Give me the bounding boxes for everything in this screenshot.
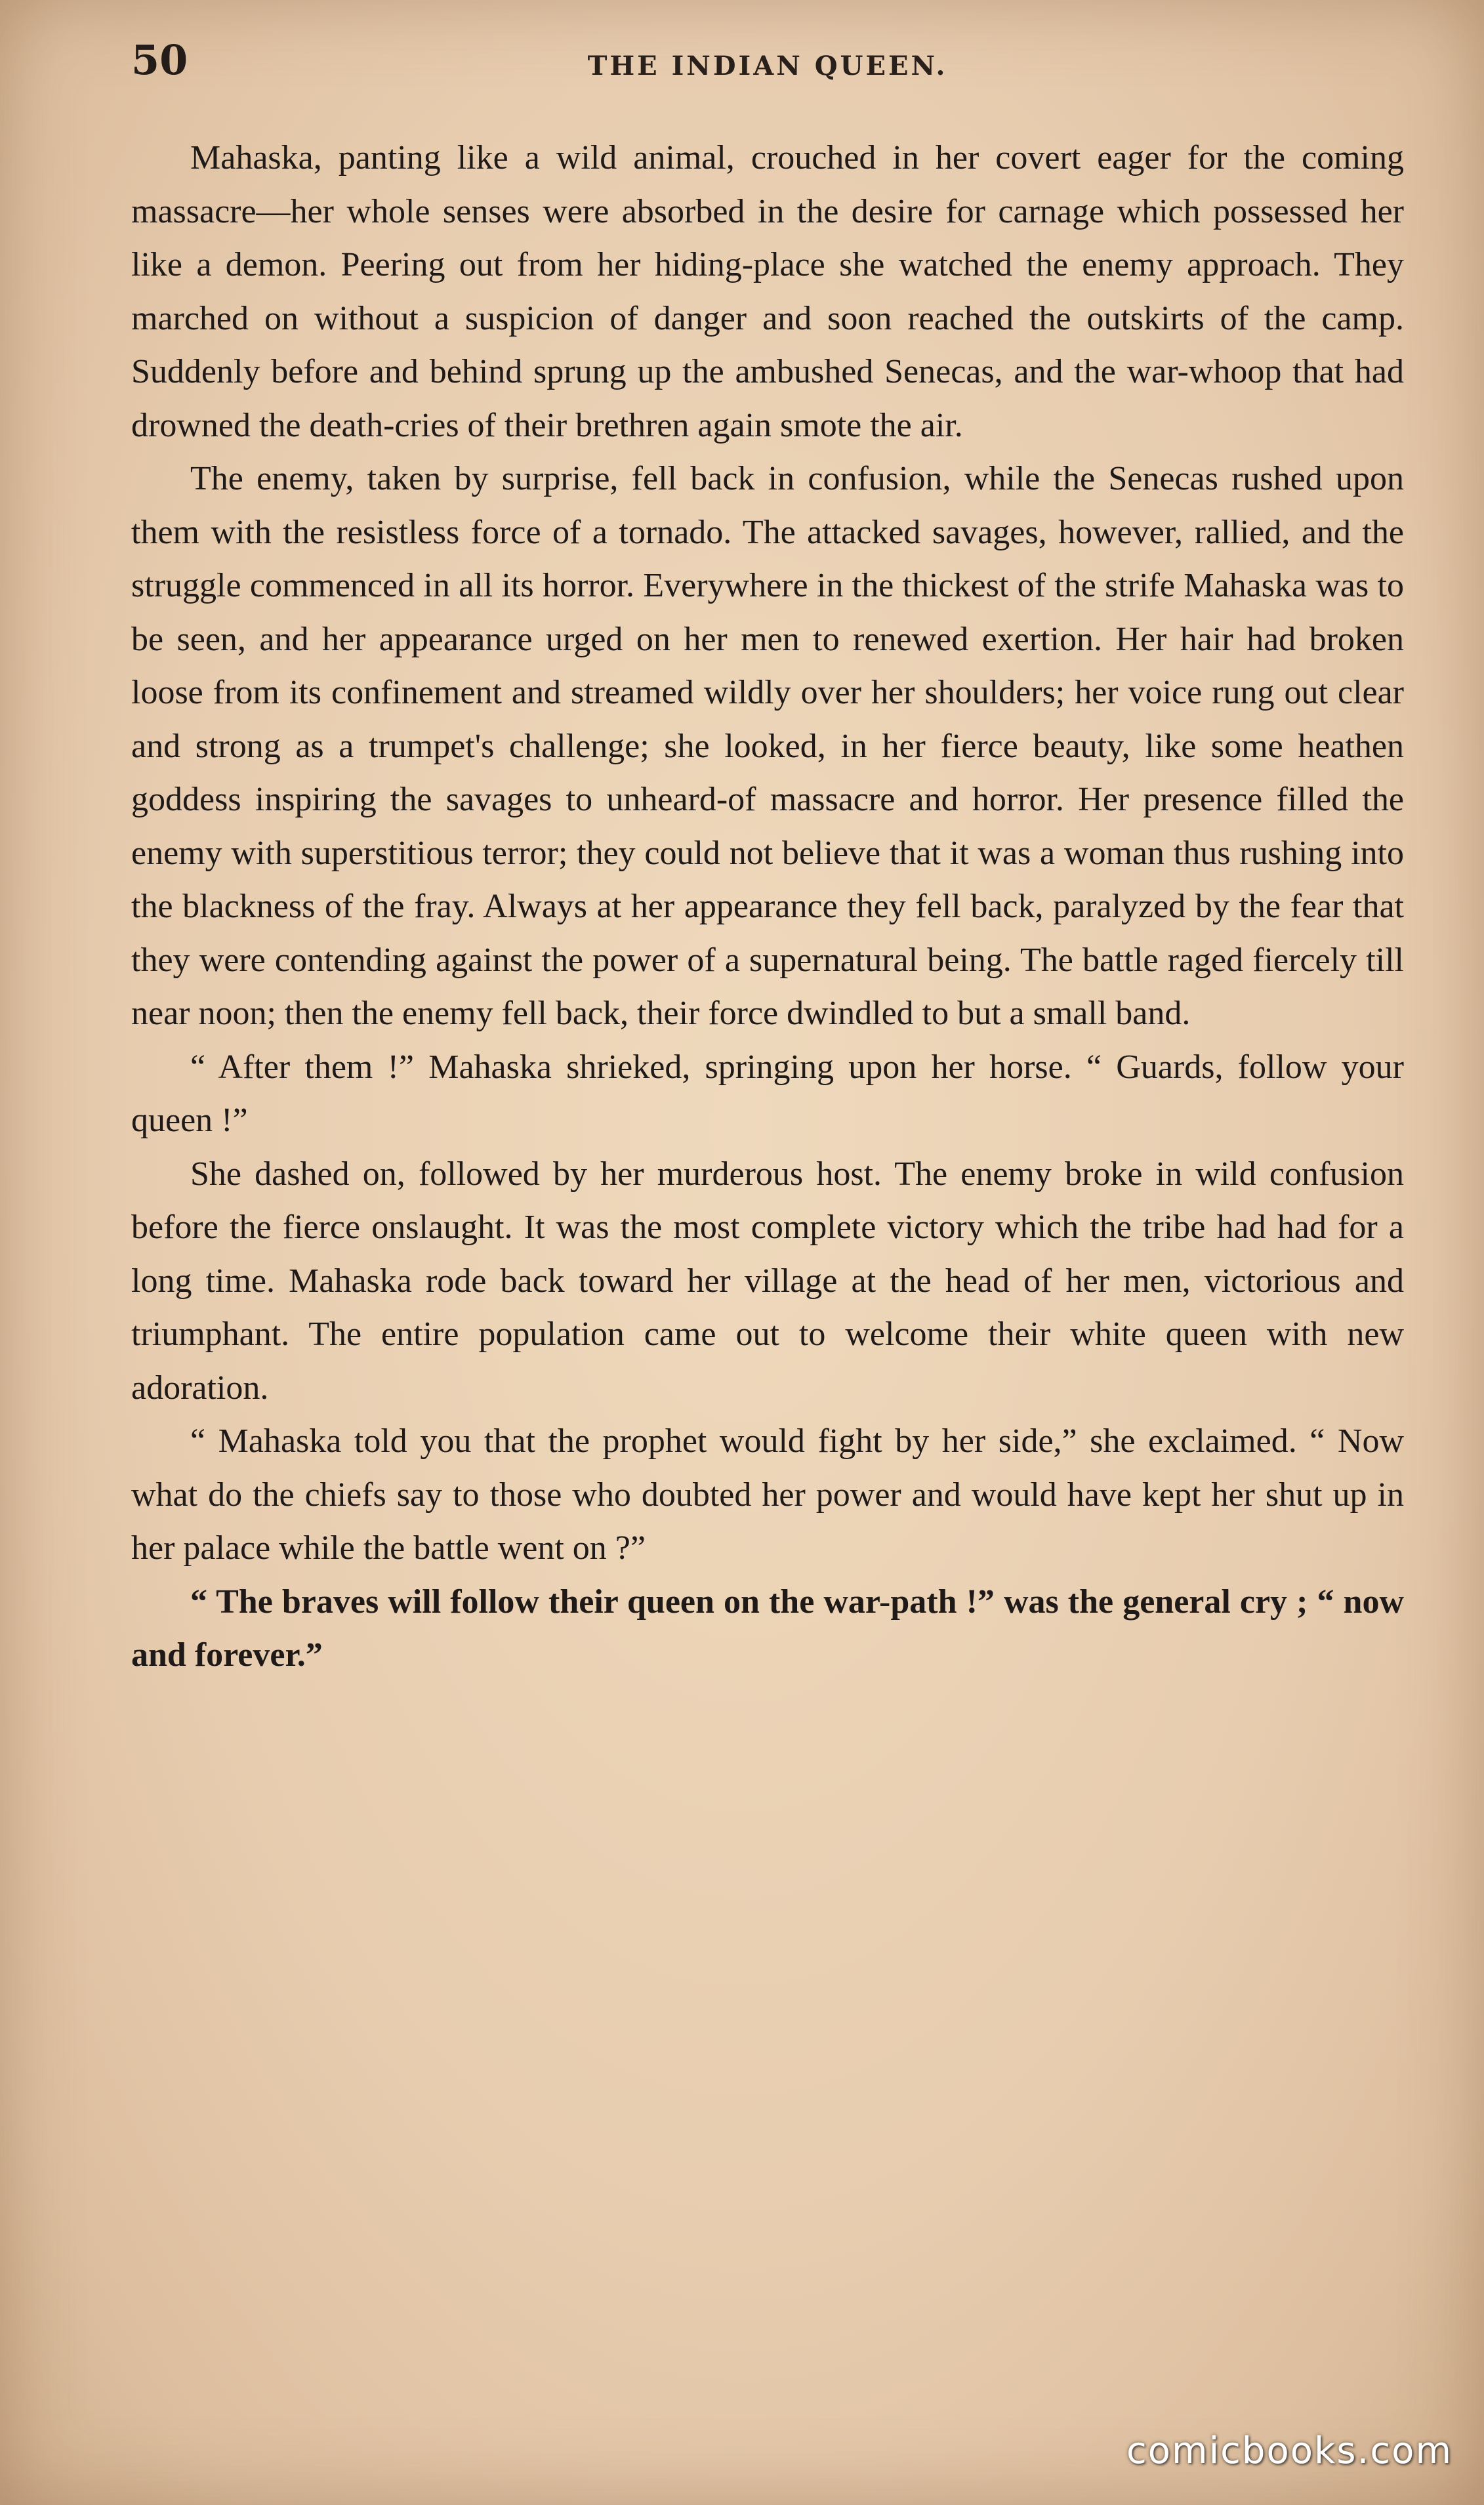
page-number: 50 <box>131 36 188 84</box>
body-text <box>131 131 1404 1682</box>
paragraph: “ Mahaska told you that the prophet would fight by her side,” she exclaimed. “ Now what do the chiefs say to those who doubted her power and would have kept her shut up in her palace while the battle went on ?” <box>131 1422 1404 1567</box>
paragraph: She dashed on, followed by her murderous host. The enemy broke in wild confusion before the fierce onslaught. It was the most complete victory which the tribe had had for a long time. Mahaska rode back toward her village at the head of her men, victorious and triumphant. The entire population came out to welcome their white queen with new adoration. <box>131 1155 1404 1407</box>
paragraph: “ After them !” Mahaska shrieked, springing upon her horse. “ Guards, follow your queen !” <box>131 1048 1404 1139</box>
running-title: THE INDIAN QUEEN. <box>587 51 948 81</box>
page-header <box>131 36 1404 95</box>
paragraph: “ The braves will follow their queen on the war-path !” was the general cry ; “ now and forever.” <box>131 1583 1404 1674</box>
watermark: comicbooks.com <box>1126 2430 1453 2472</box>
paragraph: Mahaska, panting like a wild animal, crouched in her covert eager for the coming massacre—her whole senses were absorbed in the desire for carnage which possessed her like a demon. Peering out from her hiding-place she watched the enemy approach. They marched on without a suspicion of danger and soon reached the outskirts of the camp. Suddenly before and behind sprung up the ambushed Senecas, and the war-whoop that had drowned the death-cries of their brethren again smote the air. <box>131 139 1404 444</box>
paragraph: The enemy, taken by surprise, fell back in confusion, while the Senecas rushed upon them with the resistless force of a tornado. The attacked savages, however, rallied, and the struggle commenced in all its horror. Everywhere in the thickest of the strife Mahaska was to be seen, and her appearance urged on her men to renewed exertion. Her hair had broken loose from its confinement and streamed wildly over her shoulders; her voice rung out clear and strong as a trumpet's challenge; she looked, in her fierce beauty, like some heathen goddess inspiring the savages to unheard-of massacre and horror. Her presence filled the enemy with superstitious terror; they could not believe that it was a woman thus rushing into the blackness of the fray. Always at her appearance they fell back, paralyzed by the fear that they were contending against the power of a supernatural being. The battle raged fiercely till near noon; then the enemy fell back, their force dwindled to but a small band. <box>131 460 1404 1032</box>
